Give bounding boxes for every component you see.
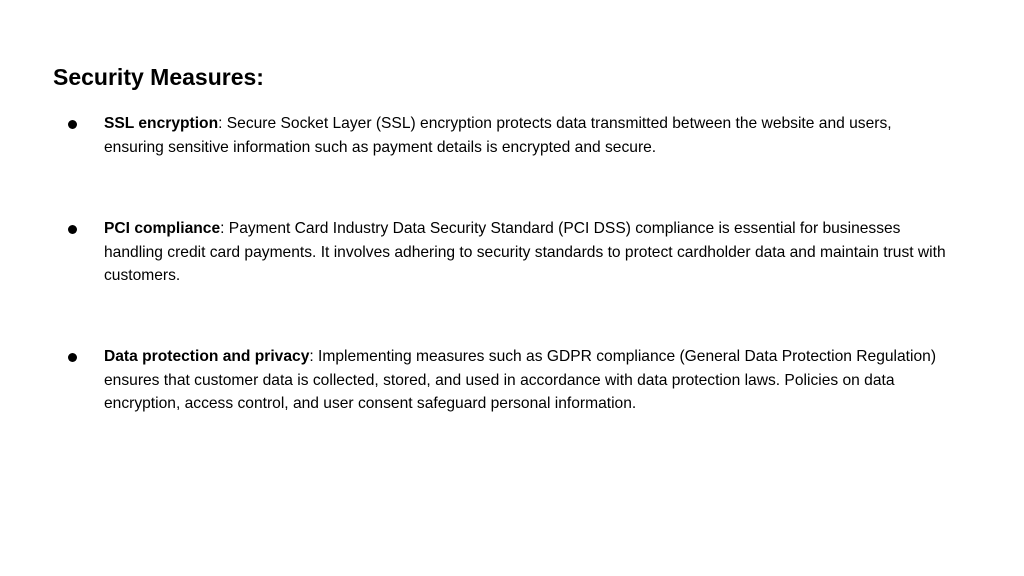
list-item-ssl-encryption — [104, 112, 954, 159]
page-title: Security Measures: — [53, 64, 264, 90]
list-item-pci-compliance — [104, 217, 954, 288]
item-term: Data protection and privacy — [104, 348, 310, 365]
bullet-icon — [68, 353, 77, 362]
list-item-data-protection — [104, 345, 954, 416]
item-description: : Implementing measures such as GDPR compliance (General Data Protection Regulation) ensures that customer data is collected, stored, and used in accordance with data protection laws. Policies on data encryption, access control, and user consent safeguard personal information. — [104, 348, 937, 412]
item-term: SSL encryption — [104, 115, 219, 132]
item-term: PCI compliance — [104, 220, 221, 237]
bullet-icon — [68, 225, 77, 234]
bullet-icon — [68, 120, 77, 129]
item-description: : Payment Card Industry Data Security Standard (PCI DSS) compliance is essential for businesses handling credit card payments. It involves adhering to security standards to protect cardholder data and maintain trust with customers. — [104, 220, 946, 284]
item-description: : Secure Socket Layer (SSL) encryption protects data transmitted between the website and users, ensuring sensitive information such as payment details is encrypted and secure. — [104, 115, 892, 156]
